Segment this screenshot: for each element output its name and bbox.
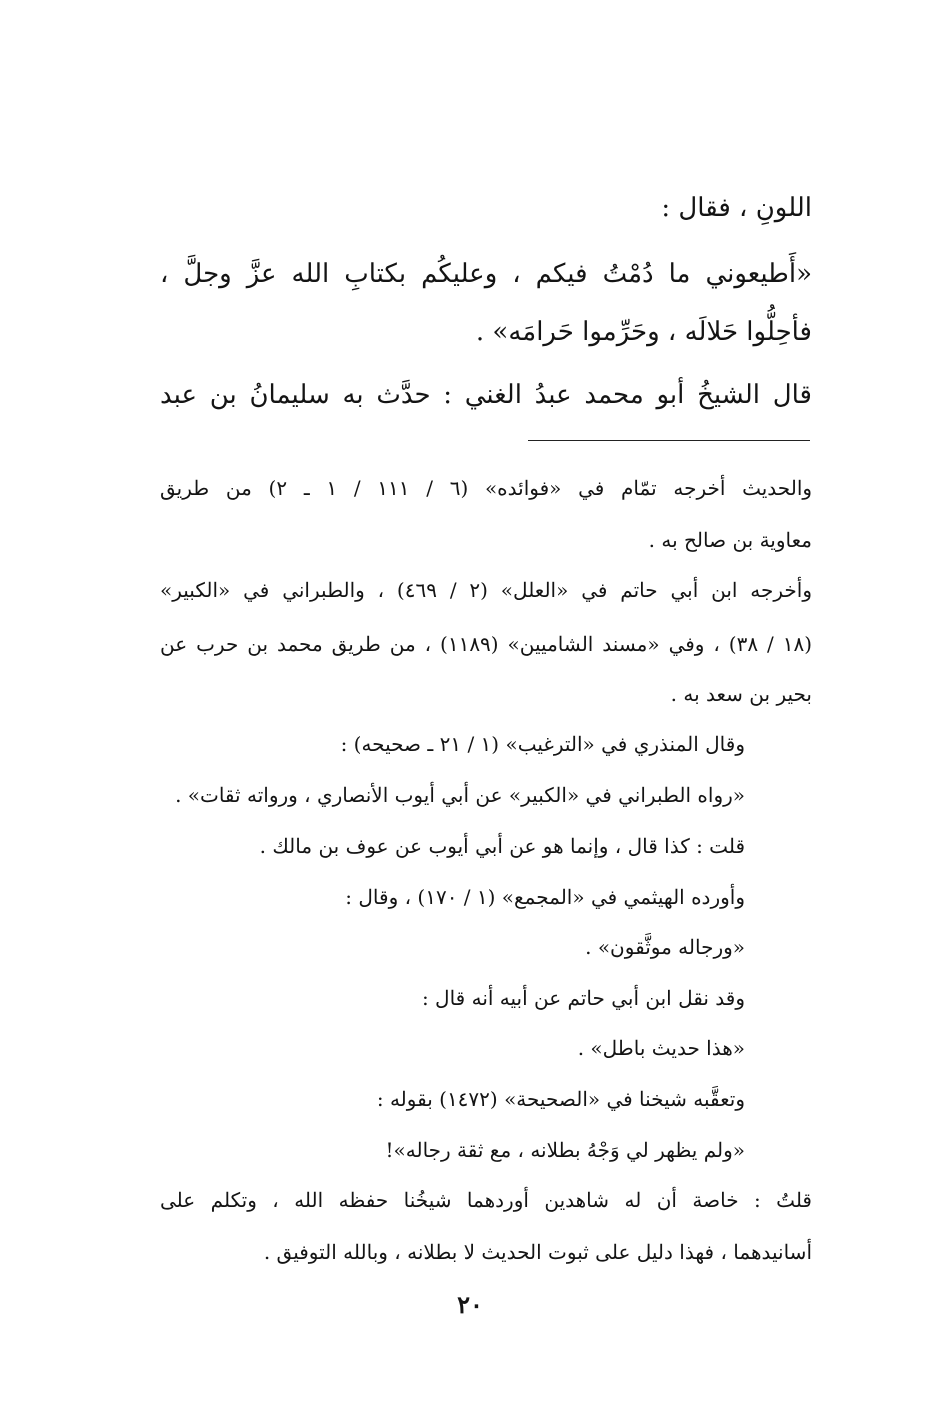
main-text-line: «أَطيعوني ما دُمْتُ فيكم ، وعليكُم بكتابِ الله عزَّ وجلَّ ، <box>160 259 812 289</box>
footnote-line: وقال المنذري في «الترغيب» (١ / ٢١ ـ صحيحه) : <box>340 732 745 756</box>
footnote-line: والحديث أخرجه تمّام في «فوائده» (٦ / ١١١ / ١ ـ ٢) من طريق <box>160 476 813 500</box>
footnote-line: «ورجاله موثَّقون» . <box>585 935 745 959</box>
footnote-line: وأخرجه ابن أبي حاتم في «العلل» (٢ / ٤٦٩) ، والطبراني في «الكبير» <box>160 578 812 602</box>
footnote-line: «رواه الطبراني في «الكبير» عن أبي أيوب الأنصاري ، ورواته ثقات» . <box>175 783 745 807</box>
footnote-line: أسانيدهما ، فهذا دليل على ثبوت الحديث لا بطلانه ، وبالله التوفيق . <box>263 1240 812 1264</box>
footnote-line: بحير بن سعد به . <box>670 682 812 706</box>
footnote-divider <box>528 440 810 441</box>
footnote-line: وقد نقل ابن أبي حاتم عن أبيه أنه قال : <box>421 986 745 1010</box>
footnote-line: وتعقَّبه شيخنا في «الصحيحة» (١٤٧٢) بقوله : <box>376 1087 745 1111</box>
footnote-line: «ولم يظهر لي وَجْهُ بطلانه ، مع ثقة رجاله»! <box>385 1138 745 1162</box>
footnote-line: وأورده الهيثمي في «المجمع» (١ / ١٧٠) ، وقال : <box>345 885 745 909</box>
main-text-line: اللونِ ، فقال : <box>661 193 812 223</box>
footnote-line: معاوية بن صالح به . <box>648 528 812 552</box>
footnote-line: قلت : كذا قال ، وإنما هو عن أبي أيوب عن عوف بن مالك . <box>259 834 745 858</box>
footnote-line: (١٨ / ٣٨) ، وفي «مسند الشاميين» (١١٨٩) ، من طريق محمد بن حرب عن <box>160 632 813 656</box>
main-text-line: قال الشيخُ أبو محمد عبدُ الغني : حدَّث به سليمانُ بن عبد <box>160 380 812 410</box>
page-number: ٢٠ <box>457 1290 483 1319</box>
main-text-line: فأحِلُّوا حَلالَه ، وحَرِّموا حَرامَه» . <box>475 317 812 347</box>
footnote-line: «هذا حديث باطل» . <box>577 1036 745 1060</box>
footnote-line: قلتُ : خاصة أن له شاهدين أوردهما شيخُنا حفظه الله ، وتكلم على <box>160 1188 812 1212</box>
